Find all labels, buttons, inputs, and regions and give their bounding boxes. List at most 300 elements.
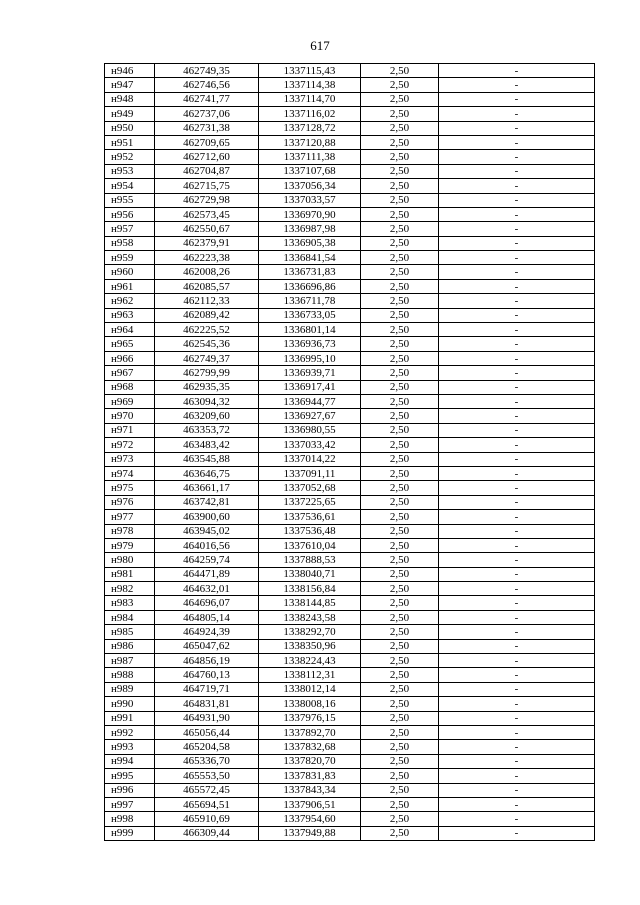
accuracy-value-cell: 2,50: [361, 826, 439, 840]
description-cell: -: [439, 251, 595, 265]
y-coordinate-cell: 1337831,83: [259, 769, 361, 783]
description-cell: -: [439, 150, 595, 164]
accuracy-value-cell: 2,50: [361, 207, 439, 221]
x-coordinate-cell: 464831,81: [155, 697, 259, 711]
point-name-cell: н948: [105, 92, 155, 106]
table-row: [105, 135, 595, 149]
point-name-cell: н997: [105, 797, 155, 811]
point-name-cell: н949: [105, 107, 155, 121]
point-name-cell: н991: [105, 711, 155, 725]
accuracy-value-cell: 2,50: [361, 596, 439, 610]
y-coordinate-cell: 1337892,70: [259, 725, 361, 739]
y-coordinate-cell: 1336731,83: [259, 265, 361, 279]
accuracy-value-cell: 2,50: [361, 538, 439, 552]
y-coordinate-cell: 1337225,65: [259, 495, 361, 509]
table-row: [105, 797, 595, 811]
point-name-cell: н996: [105, 783, 155, 797]
x-coordinate-cell: 463900,60: [155, 510, 259, 524]
point-name-cell: н958: [105, 236, 155, 250]
description-cell: -: [439, 654, 595, 668]
point-name-cell: н992: [105, 725, 155, 739]
table-row: [105, 826, 595, 840]
y-coordinate-cell: 1336944,77: [259, 394, 361, 408]
y-coordinate-cell: 1337033,42: [259, 438, 361, 452]
point-name-cell: н974: [105, 466, 155, 480]
table-row: [105, 812, 595, 826]
x-coordinate-cell: 463646,75: [155, 466, 259, 480]
point-name-cell: н962: [105, 294, 155, 308]
accuracy-value-cell: 2,50: [361, 409, 439, 423]
point-name-cell: н950: [105, 121, 155, 135]
point-name-cell: н971: [105, 423, 155, 437]
point-name-cell: н968: [105, 380, 155, 394]
x-coordinate-cell: 462709,65: [155, 135, 259, 149]
y-coordinate-cell: 1337843,34: [259, 783, 361, 797]
x-coordinate-cell: 464259,74: [155, 553, 259, 567]
table-row: [105, 524, 595, 538]
x-coordinate-cell: 465056,44: [155, 725, 259, 739]
accuracy-value-cell: 2,50: [361, 524, 439, 538]
accuracy-value-cell: 2,50: [361, 279, 439, 293]
description-cell: -: [439, 78, 595, 92]
point-name-cell: н953: [105, 164, 155, 178]
table-row: [105, 279, 595, 293]
table-row: [105, 754, 595, 768]
y-coordinate-cell: 1338243,58: [259, 610, 361, 624]
x-coordinate-cell: 464931,90: [155, 711, 259, 725]
x-coordinate-cell: 464856,19: [155, 654, 259, 668]
point-name-cell: н957: [105, 222, 155, 236]
accuracy-value-cell: 2,50: [361, 78, 439, 92]
description-cell: -: [439, 222, 595, 236]
x-coordinate-cell: 462550,67: [155, 222, 259, 236]
description-cell: -: [439, 481, 595, 495]
accuracy-value-cell: 2,50: [361, 107, 439, 121]
y-coordinate-cell: 1337115,43: [259, 64, 361, 78]
x-coordinate-cell: 462712,60: [155, 150, 259, 164]
point-name-cell: н946: [105, 64, 155, 78]
accuracy-value-cell: 2,50: [361, 783, 439, 797]
y-coordinate-cell: 1337056,34: [259, 179, 361, 193]
accuracy-value-cell: 2,50: [361, 797, 439, 811]
x-coordinate-cell: 464924,39: [155, 625, 259, 639]
point-name-cell: н990: [105, 697, 155, 711]
point-name-cell: н980: [105, 553, 155, 567]
x-coordinate-cell: 462573,45: [155, 207, 259, 221]
x-coordinate-cell: 465572,45: [155, 783, 259, 797]
accuracy-value-cell: 2,50: [361, 438, 439, 452]
description-cell: -: [439, 524, 595, 538]
x-coordinate-cell: 462545,36: [155, 337, 259, 351]
x-coordinate-cell: 462749,37: [155, 351, 259, 365]
table-row: [105, 452, 595, 466]
table-row: [105, 466, 595, 480]
table-row: [105, 265, 595, 279]
x-coordinate-cell: 463483,42: [155, 438, 259, 452]
y-coordinate-cell: 1338292,70: [259, 625, 361, 639]
table-row: [105, 769, 595, 783]
x-coordinate-cell: 462746,56: [155, 78, 259, 92]
y-coordinate-cell: 1337091,11: [259, 466, 361, 480]
table-row: [105, 394, 595, 408]
point-name-cell: н973: [105, 452, 155, 466]
y-coordinate-cell: 1338156,84: [259, 582, 361, 596]
table-row: [105, 610, 595, 624]
table-row: [105, 409, 595, 423]
x-coordinate-cell: 462704,87: [155, 164, 259, 178]
table-row: [105, 308, 595, 322]
point-name-cell: н960: [105, 265, 155, 279]
y-coordinate-cell: 1336905,38: [259, 236, 361, 250]
x-coordinate-cell: 462112,33: [155, 294, 259, 308]
table-row: [105, 323, 595, 337]
description-cell: -: [439, 107, 595, 121]
description-cell: -: [439, 610, 595, 624]
point-name-cell: н981: [105, 567, 155, 581]
accuracy-value-cell: 2,50: [361, 510, 439, 524]
description-cell: -: [439, 179, 595, 193]
accuracy-value-cell: 2,50: [361, 294, 439, 308]
table-row: [105, 682, 595, 696]
y-coordinate-cell: 1337832,68: [259, 740, 361, 754]
x-coordinate-cell: 464016,56: [155, 538, 259, 552]
x-coordinate-cell: 465204,58: [155, 740, 259, 754]
table-row: [105, 639, 595, 653]
description-cell: -: [439, 308, 595, 322]
accuracy-value-cell: 2,50: [361, 222, 439, 236]
x-coordinate-cell: 463742,81: [155, 495, 259, 509]
description-cell: -: [439, 380, 595, 394]
y-coordinate-cell: 1336841,54: [259, 251, 361, 265]
y-coordinate-cell: 1337116,02: [259, 107, 361, 121]
accuracy-value-cell: 2,50: [361, 394, 439, 408]
accuracy-value-cell: 2,50: [361, 697, 439, 711]
accuracy-value-cell: 2,50: [361, 625, 439, 639]
point-name-cell: н954: [105, 179, 155, 193]
description-cell: -: [439, 510, 595, 524]
accuracy-value-cell: 2,50: [361, 135, 439, 149]
description-cell: -: [439, 466, 595, 480]
table-row: [105, 380, 595, 394]
accuracy-value-cell: 2,50: [361, 150, 439, 164]
accuracy-value-cell: 2,50: [361, 740, 439, 754]
table-row: [105, 625, 595, 639]
y-coordinate-cell: 1338144,85: [259, 596, 361, 610]
description-cell: -: [439, 812, 595, 826]
accuracy-value-cell: 2,50: [361, 481, 439, 495]
table-row: [105, 740, 595, 754]
table-row: [105, 697, 595, 711]
description-cell: -: [439, 193, 595, 207]
accuracy-value-cell: 2,50: [361, 366, 439, 380]
x-coordinate-cell: 462935,35: [155, 380, 259, 394]
y-coordinate-cell: 1338008,16: [259, 697, 361, 711]
x-coordinate-cell: 463661,17: [155, 481, 259, 495]
table-row: [105, 92, 595, 106]
point-name-cell: н967: [105, 366, 155, 380]
y-coordinate-cell: 1337536,48: [259, 524, 361, 538]
y-coordinate-cell: 1337949,88: [259, 826, 361, 840]
y-coordinate-cell: 1336939,71: [259, 366, 361, 380]
point-name-cell: н989: [105, 682, 155, 696]
description-cell: -: [439, 740, 595, 754]
accuracy-value-cell: 2,50: [361, 754, 439, 768]
x-coordinate-cell: 463094,32: [155, 394, 259, 408]
x-coordinate-cell: 462008,26: [155, 265, 259, 279]
y-coordinate-cell: 1336936,73: [259, 337, 361, 351]
point-name-cell: н947: [105, 78, 155, 92]
description-cell: -: [439, 582, 595, 596]
description-cell: -: [439, 236, 595, 250]
description-cell: -: [439, 783, 595, 797]
point-name-cell: н955: [105, 193, 155, 207]
accuracy-value-cell: 2,50: [361, 466, 439, 480]
x-coordinate-cell: 462715,75: [155, 179, 259, 193]
description-cell: -: [439, 553, 595, 567]
point-name-cell: н979: [105, 538, 155, 552]
table-row: [105, 366, 595, 380]
y-coordinate-cell: 1337120,88: [259, 135, 361, 149]
description-cell: -: [439, 207, 595, 221]
accuracy-value-cell: 2,50: [361, 654, 439, 668]
y-coordinate-cell: 1338012,14: [259, 682, 361, 696]
point-name-cell: н956: [105, 207, 155, 221]
x-coordinate-cell: 463353,72: [155, 423, 259, 437]
description-cell: -: [439, 135, 595, 149]
point-name-cell: н978: [105, 524, 155, 538]
x-coordinate-cell: 465553,50: [155, 769, 259, 783]
point-name-cell: н975: [105, 481, 155, 495]
accuracy-value-cell: 2,50: [361, 553, 439, 567]
y-coordinate-cell: 1336970,90: [259, 207, 361, 221]
y-coordinate-cell: 1336733,05: [259, 308, 361, 322]
accuracy-value-cell: 2,50: [361, 236, 439, 250]
accuracy-value-cell: 2,50: [361, 251, 439, 265]
point-name-cell: н987: [105, 654, 155, 668]
x-coordinate-cell: 462223,38: [155, 251, 259, 265]
y-coordinate-cell: 1337111,38: [259, 150, 361, 164]
table-row: [105, 351, 595, 365]
description-cell: -: [439, 668, 595, 682]
description-cell: -: [439, 826, 595, 840]
y-coordinate-cell: 1337014,22: [259, 452, 361, 466]
table-row: [105, 179, 595, 193]
x-coordinate-cell: 464760,13: [155, 668, 259, 682]
description-cell: -: [439, 625, 595, 639]
table-row: [105, 121, 595, 135]
description-cell: -: [439, 64, 595, 78]
description-cell: -: [439, 423, 595, 437]
x-coordinate-cell: 462089,42: [155, 308, 259, 322]
point-name-cell: н984: [105, 610, 155, 624]
description-cell: -: [439, 265, 595, 279]
y-coordinate-cell: 1336980,55: [259, 423, 361, 437]
table-row: [105, 294, 595, 308]
accuracy-value-cell: 2,50: [361, 423, 439, 437]
description-cell: -: [439, 294, 595, 308]
point-name-cell: н986: [105, 639, 155, 653]
point-name-cell: н951: [105, 135, 155, 149]
x-coordinate-cell: 462737,06: [155, 107, 259, 121]
point-name-cell: н988: [105, 668, 155, 682]
table-row: [105, 423, 595, 437]
description-cell: -: [439, 797, 595, 811]
accuracy-value-cell: 2,50: [361, 179, 439, 193]
table-row: [105, 654, 595, 668]
x-coordinate-cell: 464719,71: [155, 682, 259, 696]
x-coordinate-cell: 462741,77: [155, 92, 259, 106]
accuracy-value-cell: 2,50: [361, 351, 439, 365]
point-name-cell: н998: [105, 812, 155, 826]
accuracy-value-cell: 2,50: [361, 337, 439, 351]
x-coordinate-cell: 466309,44: [155, 826, 259, 840]
accuracy-value-cell: 2,50: [361, 452, 439, 466]
accuracy-value-cell: 2,50: [361, 769, 439, 783]
y-coordinate-cell: 1336995,10: [259, 351, 361, 365]
point-name-cell: н994: [105, 754, 155, 768]
point-name-cell: н985: [105, 625, 155, 639]
point-name-cell: н999: [105, 826, 155, 840]
description-cell: -: [439, 121, 595, 135]
table-row: [105, 64, 595, 78]
table-row: [105, 538, 595, 552]
coordinates-table: [104, 63, 595, 841]
table-row: [105, 164, 595, 178]
accuracy-value-cell: 2,50: [361, 668, 439, 682]
y-coordinate-cell: 1336696,86: [259, 279, 361, 293]
description-cell: -: [439, 452, 595, 466]
point-name-cell: н965: [105, 337, 155, 351]
y-coordinate-cell: 1337114,70: [259, 92, 361, 106]
table-row: [105, 553, 595, 567]
table-row: [105, 438, 595, 452]
table-row: [105, 251, 595, 265]
table-row: [105, 783, 595, 797]
table-row: [105, 567, 595, 581]
description-cell: -: [439, 337, 595, 351]
point-name-cell: н993: [105, 740, 155, 754]
y-coordinate-cell: 1336801,14: [259, 323, 361, 337]
table-row: [105, 222, 595, 236]
x-coordinate-cell: 462379,91: [155, 236, 259, 250]
x-coordinate-cell: 463209,60: [155, 409, 259, 423]
point-name-cell: н966: [105, 351, 155, 365]
y-coordinate-cell: 1337107,68: [259, 164, 361, 178]
y-coordinate-cell: 1337033,57: [259, 193, 361, 207]
description-cell: -: [439, 682, 595, 696]
y-coordinate-cell: 1337906,51: [259, 797, 361, 811]
point-name-cell: н982: [105, 582, 155, 596]
accuracy-value-cell: 2,50: [361, 582, 439, 596]
accuracy-value-cell: 2,50: [361, 682, 439, 696]
table-row: [105, 150, 595, 164]
description-cell: -: [439, 495, 595, 509]
accuracy-value-cell: 2,50: [361, 193, 439, 207]
accuracy-value-cell: 2,50: [361, 92, 439, 106]
description-cell: -: [439, 323, 595, 337]
point-name-cell: н970: [105, 409, 155, 423]
point-name-cell: н976: [105, 495, 155, 509]
y-coordinate-cell: 1336927,67: [259, 409, 361, 423]
description-cell: -: [439, 92, 595, 106]
y-coordinate-cell: 1337052,68: [259, 481, 361, 495]
accuracy-value-cell: 2,50: [361, 610, 439, 624]
accuracy-value-cell: 2,50: [361, 711, 439, 725]
accuracy-value-cell: 2,50: [361, 265, 439, 279]
accuracy-value-cell: 2,50: [361, 567, 439, 581]
x-coordinate-cell: 462749,35: [155, 64, 259, 78]
x-coordinate-cell: 465047,62: [155, 639, 259, 653]
point-name-cell: н995: [105, 769, 155, 783]
x-coordinate-cell: 464696,07: [155, 596, 259, 610]
description-cell: -: [439, 639, 595, 653]
point-name-cell: н963: [105, 308, 155, 322]
table-row: [105, 78, 595, 92]
table-row: [105, 481, 595, 495]
y-coordinate-cell: 1337820,70: [259, 754, 361, 768]
y-coordinate-cell: 1336711,78: [259, 294, 361, 308]
y-coordinate-cell: 1337114,38: [259, 78, 361, 92]
description-cell: -: [439, 711, 595, 725]
accuracy-value-cell: 2,50: [361, 812, 439, 826]
table-row: [105, 107, 595, 121]
y-coordinate-cell: 1336987,98: [259, 222, 361, 236]
description-cell: -: [439, 725, 595, 739]
table-row: [105, 193, 595, 207]
x-coordinate-cell: 465336,70: [155, 754, 259, 768]
y-coordinate-cell: 1338350,96: [259, 639, 361, 653]
point-name-cell: н972: [105, 438, 155, 452]
y-coordinate-cell: 1337536,61: [259, 510, 361, 524]
y-coordinate-cell: 1337976,15: [259, 711, 361, 725]
accuracy-value-cell: 2,50: [361, 121, 439, 135]
table-row: [105, 495, 595, 509]
y-coordinate-cell: 1337888,53: [259, 553, 361, 567]
x-coordinate-cell: 462729,98: [155, 193, 259, 207]
table-row: [105, 668, 595, 682]
accuracy-value-cell: 2,50: [361, 495, 439, 509]
description-cell: -: [439, 596, 595, 610]
description-cell: -: [439, 409, 595, 423]
x-coordinate-cell: 465910,69: [155, 812, 259, 826]
accuracy-value-cell: 2,50: [361, 323, 439, 337]
table-row: [105, 711, 595, 725]
table-row: [105, 236, 595, 250]
accuracy-value-cell: 2,50: [361, 164, 439, 178]
y-coordinate-cell: 1338224,43: [259, 654, 361, 668]
description-cell: -: [439, 567, 595, 581]
x-coordinate-cell: 464632,01: [155, 582, 259, 596]
table-row: [105, 582, 595, 596]
accuracy-value-cell: 2,50: [361, 380, 439, 394]
x-coordinate-cell: 464471,89: [155, 567, 259, 581]
description-cell: -: [439, 697, 595, 711]
y-coordinate-cell: 1337954,60: [259, 812, 361, 826]
y-coordinate-cell: 1337610,04: [259, 538, 361, 552]
y-coordinate-cell: 1337128,72: [259, 121, 361, 135]
point-name-cell: н977: [105, 510, 155, 524]
y-coordinate-cell: 1338040,71: [259, 567, 361, 581]
description-cell: -: [439, 279, 595, 293]
accuracy-value-cell: 2,50: [361, 308, 439, 322]
x-coordinate-cell: 464805,14: [155, 610, 259, 624]
table-row: [105, 725, 595, 739]
table-row: [105, 510, 595, 524]
x-coordinate-cell: 462225,52: [155, 323, 259, 337]
x-coordinate-cell: 462799,99: [155, 366, 259, 380]
x-coordinate-cell: 462085,57: [155, 279, 259, 293]
accuracy-value-cell: 2,50: [361, 64, 439, 78]
